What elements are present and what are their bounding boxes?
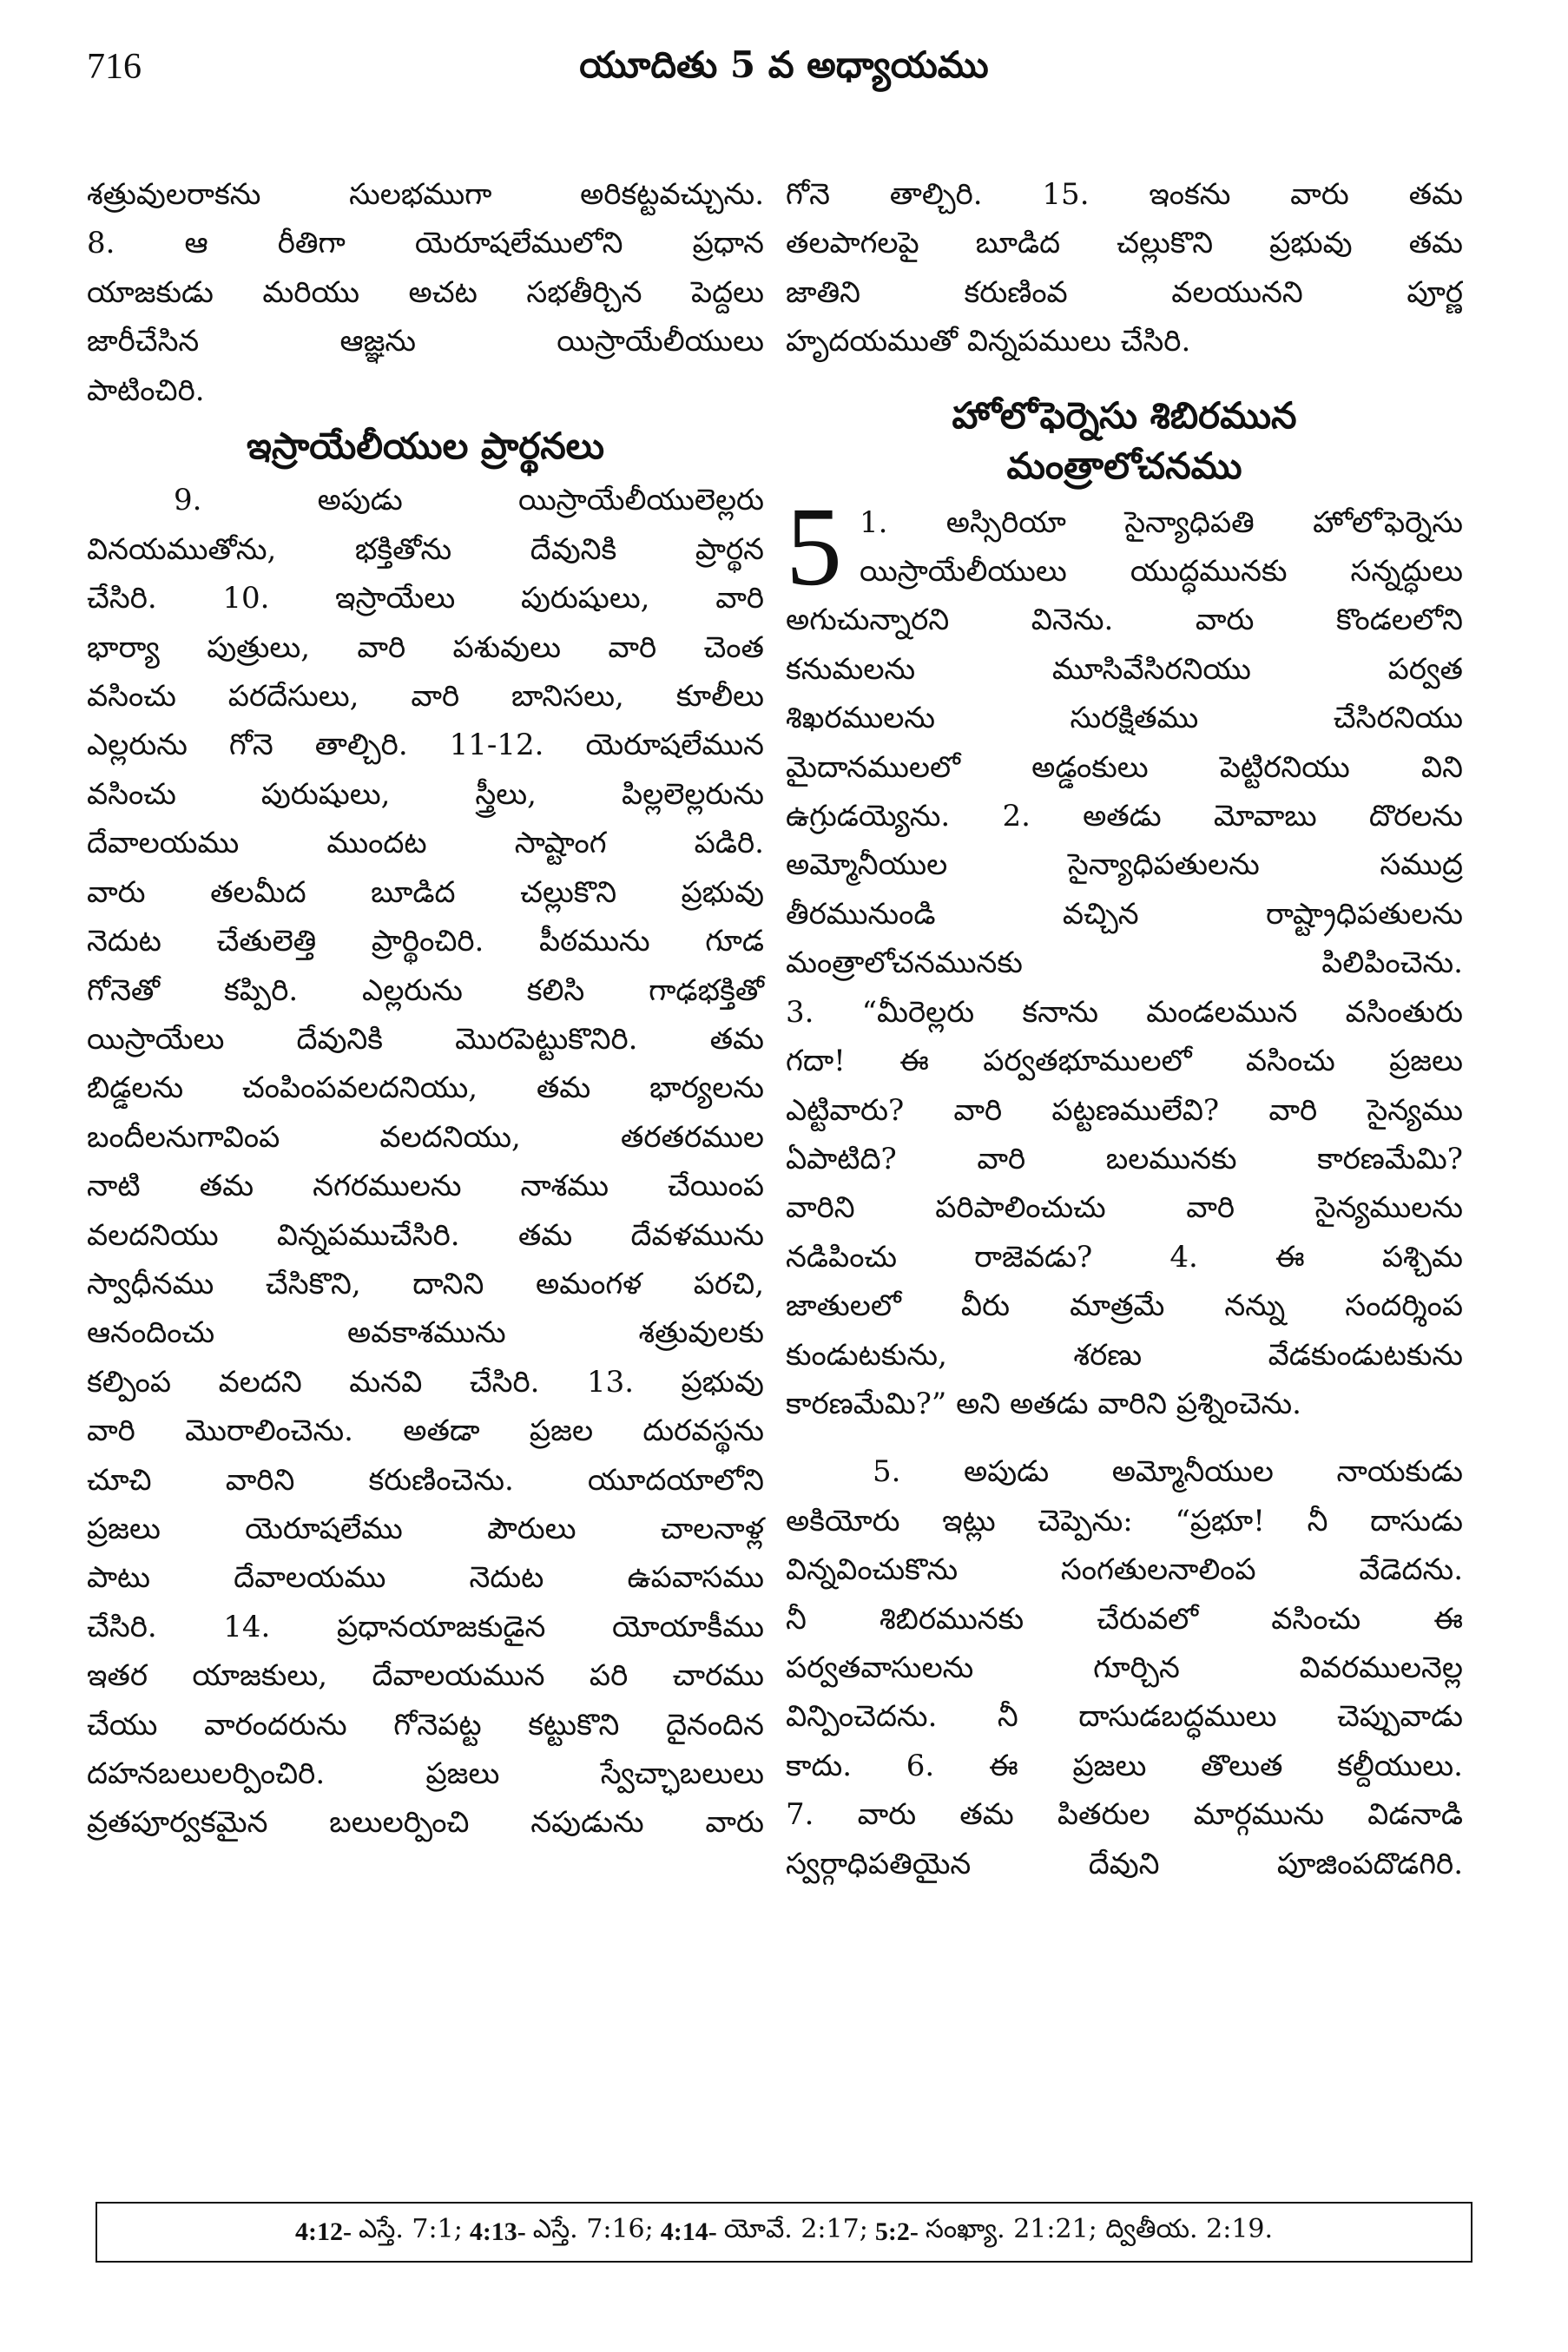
text-line: అగుచున్నారని వినెను. వారు కొండలలోని — [786, 603, 1463, 638]
section-heading — [786, 391, 1463, 491]
chapter-number: 5 — [786, 484, 842, 609]
text-line: జాతులలో వీరు మాత్రమే నన్ను సందర్శింప — [786, 1288, 1463, 1324]
text-line: గదా! ఈ పర్వతభూములలో వసించు ప్రజలు — [786, 1044, 1463, 1079]
text-line: చూచి వారిని కరుణించెను. యూదయాలోని — [87, 1462, 764, 1498]
text-line: పాటించిరి. — [87, 372, 205, 408]
footnote-ref: 4:12- — [294, 2217, 352, 2246]
text-line: చేసిరి. 10. ఇస్రాయేలు పురుషులు, వారి — [87, 581, 764, 616]
footnote-ref: 5:2- — [874, 2217, 919, 2246]
text-line: స్వాధీనము చేసికొని, దానిని అమంగళ పరచి, — [87, 1266, 764, 1301]
text-line: నడిపించు రాజెవడు? 4. ఈ పశ్చిమ — [786, 1239, 1463, 1275]
text-line: 7. వారు తమ పితరుల మార్గమును విడనాడి — [786, 1797, 1463, 1833]
text-line: 9. అపుడు యిస్రాయేలీయులెల్లరు — [174, 483, 764, 518]
right-intro-paragraph — [786, 170, 1463, 366]
text-line: గోనె తాల్చిరి. 15. ఇంకను వారు తమ — [786, 177, 1463, 212]
text-line: వారు తలమీద బూడిద చల్లుకొని ప్రభువు — [87, 874, 764, 910]
right-paragraph-2 — [786, 1447, 1463, 1888]
text-line: ఎట్టివారు? వారి పట్టణములేవి? వారి సైన్యము — [786, 1092, 1463, 1128]
text-line: కుండుటకును, శరణు వేడకుండుటకును — [786, 1337, 1463, 1373]
chapter-opening-paragraph — [786, 484, 1463, 1429]
footnote-ref: 4:14- — [660, 2217, 717, 2246]
section-heading: ఇస్రాయేలీయుల ప్రార్థనలు — [247, 425, 604, 468]
text-line: ఎల్లరును గోనె తాల్చిరి. 11-12. యెరూషలేమున — [87, 728, 764, 763]
right-column — [786, 170, 1463, 1888]
text-line: కనుమలను మూసివేసిరనియు పర్వత — [786, 651, 1463, 687]
text-line: శిఖరములను సురక్షితము చేసిరనియు — [786, 701, 1463, 736]
left-intro-paragraph — [87, 170, 764, 415]
text-line: బిడ్డలను చంపింపవలదనియు, తమ భార్యలను — [87, 1071, 764, 1106]
cross-reference-box — [96, 2202, 1472, 2263]
text-line: యిస్రాయేలీయులు యుద్ధమునకు సన్నద్ధులు — [860, 554, 1463, 590]
text-line: 5. అపుడు అమ్మోనీయుల నాయకుడు — [873, 1454, 1463, 1490]
paragraph-gap — [786, 1428, 1463, 1447]
text-line: పాటు దేవాలయము నెదుట ఉపవాసము — [87, 1560, 764, 1596]
text-line: దేవాలయము ముందట సాష్టాంగ పడిరి. — [87, 826, 764, 861]
section-heading-line: హోలోఫెర్నెసు శిబిరమున — [952, 393, 1297, 437]
text-line: ఇతర యాజకులు, దేవాలయమున పరి చారము — [87, 1658, 764, 1694]
text-line: హృదయముతో విన్నపములు చేసిరి. — [786, 324, 1191, 359]
text-line: కారణమేమి?” అని అతడు వారిని ప్రశ్నించెను. — [786, 1386, 1301, 1421]
text-line: స్వర్గాధిపతియైన దేవుని పూజింపదొడగిరి. — [786, 1846, 1463, 1881]
text-line: చేసిరి. 14. ప్రధానయాజకుడైన యోయాకీము — [87, 1609, 764, 1644]
text-line: విన్నవించుకొను సంగతులనాలింప వేడెదను. — [786, 1552, 1463, 1588]
text-line: శత్రువులరాకను సులభముగా అరికట్టవచ్చును. — [87, 177, 764, 212]
footnote-text: సంఖ్యా. 21:21; ద్వితీయ. 2:19. — [925, 2214, 1274, 2244]
text-line: 1. అస్సిరియా సైన్యాధిపతి హోలోఫెర్నెసు — [860, 504, 1463, 540]
text-line: తలపాగలపై బూడిద చల్లుకొని ప్రభువు తమ — [786, 226, 1463, 261]
text-line: యాజకుడు మరియు అచట సభతీర్చిన పెద్దలు — [87, 274, 764, 310]
left-body-paragraph — [87, 476, 764, 1847]
text-line: ఉగ్రుడయ్యెను. 2. అతడు మోవాబు దొరలను — [786, 799, 1463, 834]
text-line: అమ్మోనీయుల సైన్యాధిపతులను సముద్ర — [786, 847, 1463, 883]
text-line: వారి మొరాలించెను. అతడా ప్రజల దురవస్థను — [87, 1413, 764, 1449]
text-line: ఆనందించు అవకాశమును శత్రువులకు — [87, 1315, 764, 1351]
text-line: భార్యా పుత్రులు, వారి పశువులు వారి చెంత — [87, 629, 764, 665]
text-line: మంత్రాలోచనమునకు పిలిపించెను. — [786, 945, 1463, 981]
text-line: వ్రతపూర్వకమైన బలులర్పించి నపుడును వారు — [87, 1805, 764, 1841]
text-line: ఏపాటిది? వారి బలమునకు కారణమేమి? — [786, 1141, 1463, 1176]
text-line: కాదు. 6. ఈ ప్రజలు తొలుత కల్దీయులు. — [786, 1748, 1463, 1783]
text-line: బందీలనుగావింప వలదనియు, తరతరముల — [87, 1119, 764, 1155]
text-line: నాటి తమ నగరములను నాశము చేయింప — [87, 1169, 764, 1204]
text-line: 8. ఆ రీతిగా యెరూషలేములోని ప్రధాన — [87, 226, 764, 261]
footnote-text: యోవే. 2:17; — [723, 2214, 868, 2244]
text-line: మైదానములలో అడ్డంకులు పెట్టిరనియు విని — [786, 749, 1463, 785]
text-line: 3. “మీరెల్లరు కనాను మండలమున వసింతురు — [786, 994, 1463, 1030]
text-line: వలదనియు విన్నపముచేసిరి. తమ దేవళమును — [87, 1217, 764, 1253]
text-line: పర్వతవాసులను గూర్చిన వివరములనెల్ల — [786, 1650, 1463, 1685]
text-line: చేయు వారందరును గోనెపట్ట కట్టుకొని దైనందిన — [87, 1707, 764, 1743]
text-line: వినయముతోను, భక్తితోను దేవునికి ప్రార్థన — [87, 531, 764, 567]
text-line: వసించు పరదేసులు, వారి బానిసలు, కూలీలు — [87, 679, 764, 715]
footnote-text: ఎస్తే. 7:1; — [358, 2214, 463, 2244]
text-line: నీ శిబిరమునకు చేరువలో వసించు ఈ — [786, 1601, 1463, 1637]
text-line: వారిని పరిపాలించుచు వారి సైన్యములను — [786, 1190, 1463, 1226]
text-line: జారీచేసిన ఆజ్ఞను యిస్రాయేలీయులు — [87, 324, 764, 359]
left-column — [87, 170, 764, 1848]
text-line: దహనబలులర్పించిరి. ప్రజలు స్వేచ్ఛాబలులు — [87, 1756, 764, 1791]
text-line: కల్పింప వలదని మనవి చేసిరి. 13. ప్రభువు — [87, 1364, 764, 1400]
page-number: 716 — [87, 47, 142, 87]
text-line: వసించు పురుషులు, స్త్రీలు, పిల్లలెల్లరును — [87, 776, 764, 812]
footnote-text: ఎస్తే. 7:16; — [532, 2214, 654, 2244]
text-line: యిస్రాయేలు దేవునికి మొరపెట్టుకొనిరి. తమ — [87, 1021, 764, 1057]
footnote-ref: 4:13- — [469, 2217, 526, 2246]
text-line: నెదుట చేతులెత్తి ప్రార్థించిరి. పీఠమును గూడ — [87, 924, 764, 959]
text-line: గోనెతో కప్పిరి. ఎల్లరును కలిసి గాఢభక్తితో — [87, 972, 764, 1008]
text-line: తీరమునుండి వచ్చిన రాష్ట్రాధిపతులను — [786, 896, 1463, 932]
text-line: విన్పించెదను. నీ దాసుడబద్ధములు చెప్పువాడు — [786, 1699, 1463, 1735]
text-line: అకియోరు ఇట్లు చెప్పెను: “ప్రభూ! నీ దాసుడు — [786, 1503, 1463, 1538]
running-title: యూదితు 5 వ అధ్యాయము — [579, 43, 989, 86]
text-line: జాతిని కరుణింవ వలయునని పూర్ణ — [786, 274, 1463, 310]
text-line: ప్రజలు యెరూషలేము పౌరులు చాలనాళ్ల — [87, 1511, 764, 1546]
section-heading-line: మంత్రాలోచనము — [1006, 444, 1242, 487]
